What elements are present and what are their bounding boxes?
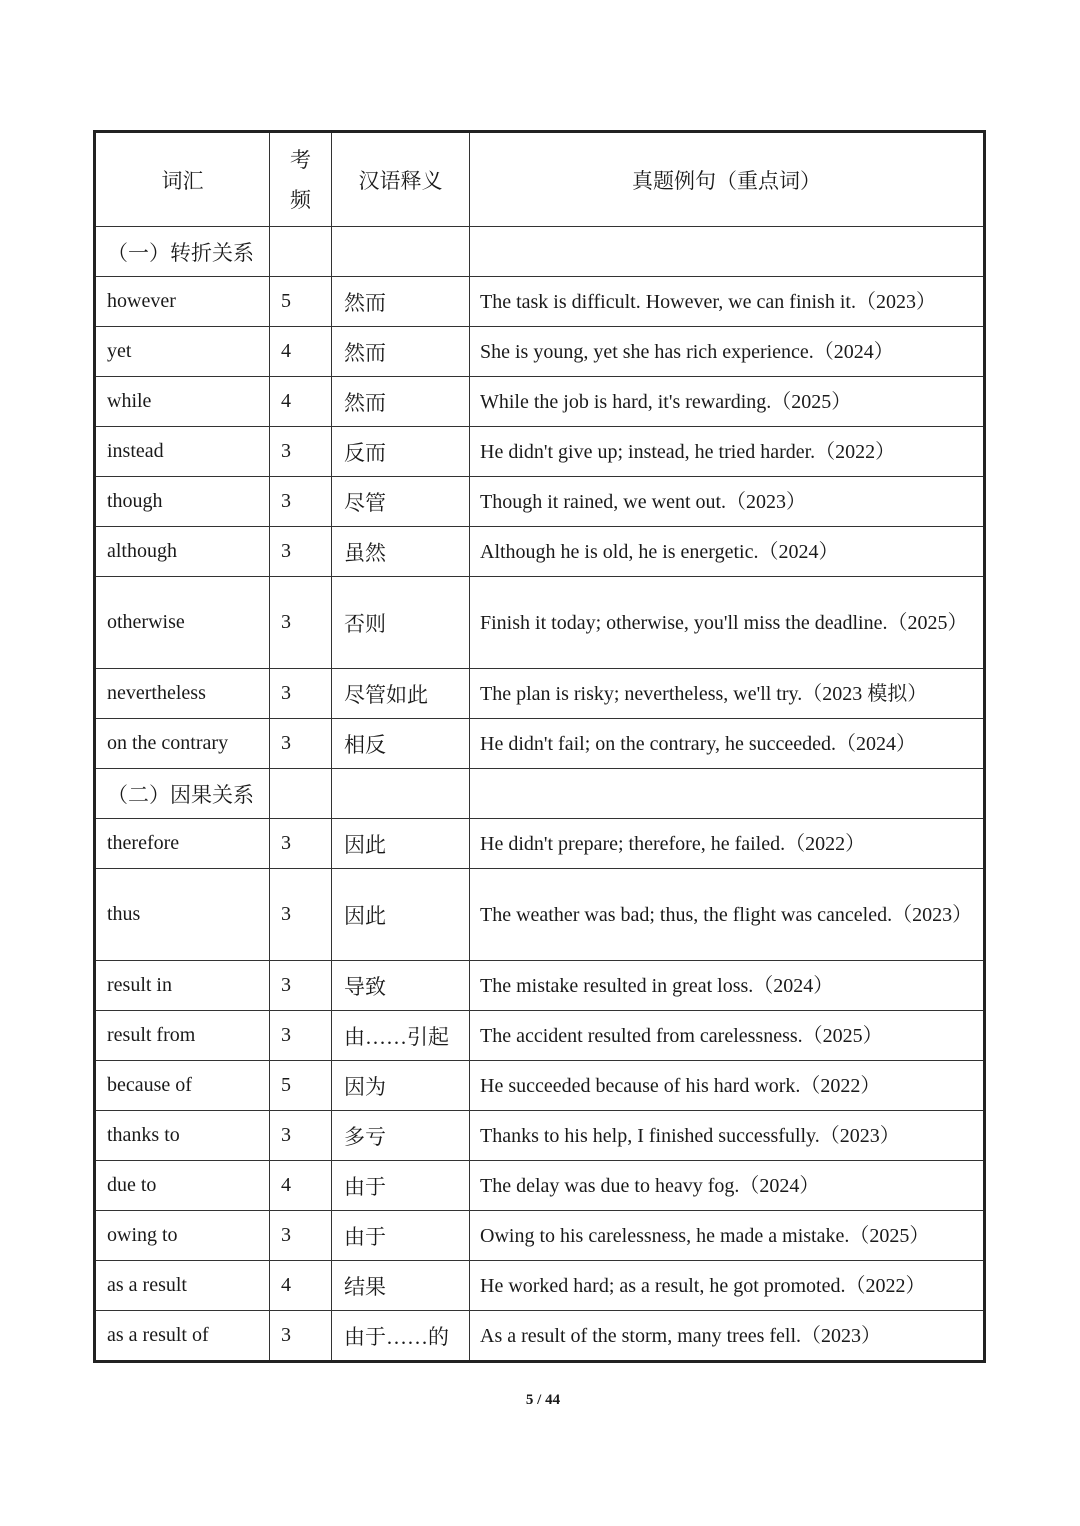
meaning-cell: 导致: [332, 961, 470, 1011]
table-row: [95, 427, 985, 477]
word-cell: yet: [95, 327, 270, 377]
word-cell: nevertheless: [95, 669, 270, 719]
table-row: [95, 1111, 985, 1161]
table-row: [95, 1061, 985, 1111]
meaning-cell: 由于……的: [332, 1311, 470, 1362]
meaning-cell: 相反: [332, 719, 470, 769]
example-cell: The delay was due to heavy fog.（2024）: [470, 1161, 985, 1211]
table-row: [95, 577, 985, 669]
section-title: （一）转折关系: [95, 227, 270, 277]
vocabulary-table: [93, 130, 986, 1363]
example-cell: The mistake resulted in great loss.（2024）: [470, 961, 985, 1011]
frequency-cell: 3: [270, 427, 332, 477]
example-cell: As a result of the storm, many trees fell.（2023）: [470, 1311, 985, 1362]
meaning-cell: 然而: [332, 277, 470, 327]
table-row: [95, 1011, 985, 1061]
example-cell: The weather was bad; thus, the flight was canceled.（2023）: [470, 869, 985, 961]
table-body: [95, 227, 985, 1362]
meaning-cell: 多亏: [332, 1111, 470, 1161]
frequency-cell: 4: [270, 327, 332, 377]
frequency-cell: 3: [270, 1011, 332, 1061]
frequency-cell: 3: [270, 477, 332, 527]
word-cell: thanks to: [95, 1111, 270, 1161]
word-cell: therefore: [95, 819, 270, 869]
table-row: [95, 1311, 985, 1362]
frequency-cell: 3: [270, 819, 332, 869]
example-cell: He didn't give up; instead, he tried harder.（2022）: [470, 427, 985, 477]
meaning-cell: 由……引起: [332, 1011, 470, 1061]
meaning-cell: 因为: [332, 1061, 470, 1111]
word-cell: however: [95, 277, 270, 327]
example-cell: The task is difficult. However, we can finish it.（2023）: [470, 277, 985, 327]
header-meaning: 汉语释义: [332, 132, 470, 227]
word-cell: although: [95, 527, 270, 577]
section-row-contrast: [95, 227, 985, 277]
meaning-cell: 尽管: [332, 477, 470, 527]
header-example: 真题例句（重点词）: [470, 132, 985, 227]
empty-cell: [470, 769, 985, 819]
example-cell: Finish it today; otherwise, you'll miss the deadline.（2025）: [470, 577, 985, 669]
meaning-cell: 因此: [332, 869, 470, 961]
meaning-cell: 由于: [332, 1211, 470, 1261]
frequency-cell: 5: [270, 277, 332, 327]
word-cell: while: [95, 377, 270, 427]
page-number: 5 / 44: [525, 1392, 561, 1408]
table-row: [95, 1161, 985, 1211]
example-cell: He succeeded because of his hard work.（2022）: [470, 1061, 985, 1111]
empty-cell: [332, 227, 470, 277]
word-cell: instead: [95, 427, 270, 477]
example-cell: Owing to his carelessness, he made a mistake.（2025）: [470, 1211, 985, 1261]
example-cell: Thanks to his help, I finished successfully.（2023）: [470, 1111, 985, 1161]
table-header: [95, 132, 985, 227]
empty-cell: [270, 227, 332, 277]
header-frequency-line2: 频: [290, 187, 311, 212]
table-row: [95, 819, 985, 869]
section-row-cause-effect: [95, 769, 985, 819]
header-word: 词汇: [95, 132, 270, 227]
frequency-cell: 4: [270, 1161, 332, 1211]
example-cell: The accident resulted from carelessness.（2025）: [470, 1011, 985, 1061]
meaning-cell: 然而: [332, 327, 470, 377]
frequency-cell: 3: [270, 527, 332, 577]
frequency-cell: 4: [270, 1261, 332, 1311]
table-row: [95, 719, 985, 769]
word-cell: owing to: [95, 1211, 270, 1261]
example-cell: He didn't prepare; therefore, he failed.（2022）: [470, 819, 985, 869]
meaning-cell: 否则: [332, 577, 470, 669]
frequency-cell: 5: [270, 1061, 332, 1111]
empty-cell: [470, 227, 985, 277]
word-cell: result from: [95, 1011, 270, 1061]
table-row: [95, 1261, 985, 1311]
table-row: [95, 669, 985, 719]
table-row: [95, 327, 985, 377]
frequency-cell: 3: [270, 1211, 332, 1261]
frequency-cell: 3: [270, 1311, 332, 1362]
example-cell: Although he is old, he is energetic.（2024）: [470, 527, 985, 577]
word-cell: though: [95, 477, 270, 527]
header-frequency: [270, 132, 332, 227]
example-cell: She is young, yet she has rich experience.（2024）: [470, 327, 985, 377]
word-cell: because of: [95, 1061, 270, 1111]
header-frequency-line1: 考: [290, 147, 311, 172]
example-cell: He worked hard; as a result, he got promoted.（2022）: [470, 1261, 985, 1311]
empty-cell: [332, 769, 470, 819]
table-row: [95, 869, 985, 961]
table-row: [95, 477, 985, 527]
example-cell: While the job is hard, it's rewarding.（2025）: [470, 377, 985, 427]
word-cell: result in: [95, 961, 270, 1011]
table-row: [95, 1211, 985, 1261]
frequency-cell: 3: [270, 577, 332, 669]
frequency-cell: 3: [270, 1111, 332, 1161]
table-row: [95, 961, 985, 1011]
example-cell: The plan is risky; nevertheless, we'll try.（2023 模拟）: [470, 669, 985, 719]
empty-cell: [270, 769, 332, 819]
word-cell: thus: [95, 869, 270, 961]
table-row: [95, 377, 985, 427]
meaning-cell: 结果: [332, 1261, 470, 1311]
meaning-cell: 反而: [332, 427, 470, 477]
frequency-cell: 3: [270, 869, 332, 961]
meaning-cell: 然而: [332, 377, 470, 427]
frequency-cell: 3: [270, 669, 332, 719]
meaning-cell: 因此: [332, 819, 470, 869]
frequency-cell: 3: [270, 719, 332, 769]
word-cell: on the contrary: [95, 719, 270, 769]
table-row: [95, 527, 985, 577]
section-title: （二）因果关系: [95, 769, 270, 819]
example-cell: He didn't fail; on the contrary, he succeeded.（2024）: [470, 719, 985, 769]
meaning-cell: 尽管如此: [332, 669, 470, 719]
word-cell: otherwise: [95, 577, 270, 669]
meaning-cell: 由于: [332, 1161, 470, 1211]
word-cell: as a result: [95, 1261, 270, 1311]
table-row: [95, 277, 985, 327]
word-cell: as a result of: [95, 1311, 270, 1362]
meaning-cell: 虽然: [332, 527, 470, 577]
example-cell: Though it rained, we went out.（2023）: [470, 477, 985, 527]
frequency-cell: 4: [270, 377, 332, 427]
word-cell: due to: [95, 1161, 270, 1211]
frequency-cell: 3: [270, 961, 332, 1011]
